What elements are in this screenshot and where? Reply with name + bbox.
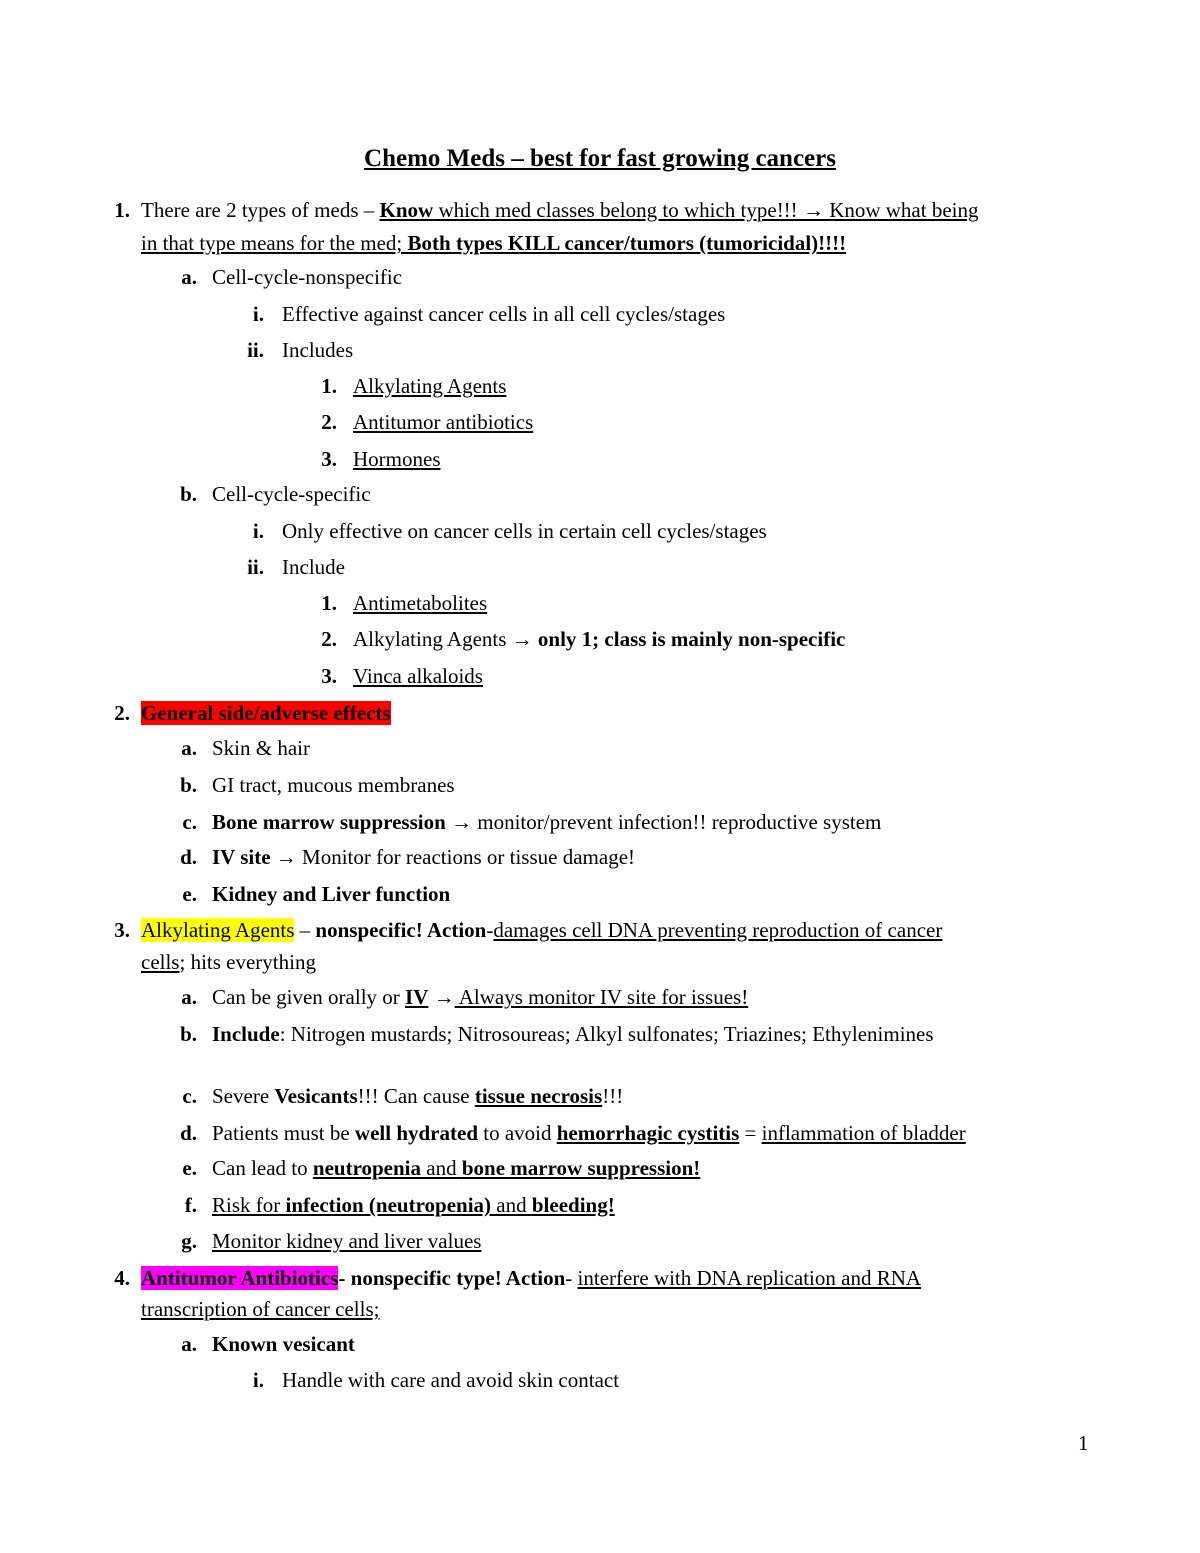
text: Know (379, 198, 434, 222)
list-item-1a-ii-1: Alkylating Agents (353, 374, 507, 398)
text: in that type means for the med; (141, 231, 408, 255)
highlighted-text: General side/adverse effects (141, 701, 391, 725)
text: Can lead to (212, 1156, 313, 1180)
list-marker: 1. (321, 591, 337, 615)
text: nonspecific! Action (315, 918, 487, 942)
list-item-4a-i: Handle with care and avoid skin contact (282, 1368, 620, 1392)
list-item-4-line-2 (141, 1294, 379, 1325)
text: Can be given orally or (212, 985, 406, 1009)
list-item-3f (212, 1190, 615, 1221)
list-item-1a-ii: Includes (282, 338, 354, 362)
list-item-3b (212, 1019, 934, 1050)
list-item-3-line-1 (141, 915, 942, 946)
list-marker: ii. (247, 555, 264, 579)
list-marker: 2. (321, 410, 337, 434)
list-marker: c. (182, 1084, 197, 1108)
list-item-2c (212, 807, 881, 838)
text: only 1; class is mainly non-specific (532, 627, 846, 651)
list-item-3-line-2 (141, 947, 316, 978)
text: Risk for (212, 1193, 286, 1217)
text: hemorrhagic cystitis (556, 1121, 740, 1145)
text: monitor/prevent infection!! reproductive system (472, 810, 882, 834)
list-item-1a: Cell-cycle-nonspecific (212, 265, 403, 289)
text: damages cell DNA preventing reproduction of cancer (493, 918, 943, 942)
list-marker: 2. (114, 701, 130, 725)
list-item-2a: Skin & hair (212, 736, 310, 760)
list-item-4-line-1 (141, 1263, 921, 1294)
highlighted-text: Antitumor Antibiotics (141, 1266, 339, 1290)
list-item-1b-ii-2 (353, 624, 845, 655)
list-item-1b-ii-3: Vinca alkaloids (353, 664, 483, 688)
text: !!! Can cause (357, 1084, 475, 1108)
list-marker: b. (180, 482, 197, 506)
list-item-1a-ii-3: Hormones (353, 447, 441, 471)
text: interfere with DNA replication and RNA (577, 1266, 922, 1290)
highlighted-text: Alkylating Agents (141, 918, 295, 942)
list-item-1-line-1 (141, 195, 979, 226)
list-marker: 2. (321, 627, 337, 651)
list-marker: a. (181, 736, 197, 760)
text: bone marrow suppression! (461, 1156, 701, 1180)
text: tissue necrosis (474, 1084, 603, 1108)
text: = (739, 1121, 762, 1145)
list-marker: 1. (114, 198, 130, 222)
text: – (294, 918, 316, 942)
text: and (491, 1193, 532, 1217)
arrow-icon: → (275, 845, 297, 869)
list-item-1b: Cell-cycle-specific (212, 482, 371, 506)
text: bleeding! (531, 1193, 615, 1217)
list-item-3c (212, 1081, 623, 1112)
list-item-1b-ii: Include (282, 555, 345, 579)
list-marker: i. (252, 302, 264, 326)
text: !!! (602, 1084, 624, 1108)
text: cells (141, 950, 180, 974)
list-marker: b. (180, 1022, 197, 1046)
list-marker: i. (252, 519, 264, 543)
list-item-2b: GI tract, mucous membranes (212, 773, 455, 797)
text: There are 2 types of meds – (141, 198, 380, 222)
arrow-icon: → (802, 198, 824, 222)
list-marker: d. (180, 1121, 197, 1145)
text: : Nitrogen mustards; Nitrosoureas; Alkyl sulfonates; Triazines; Ethylenimines (279, 1022, 934, 1046)
list-marker: 3. (114, 918, 130, 942)
list-marker: f. (184, 1193, 197, 1217)
text: Include (212, 1022, 280, 1046)
list-marker: e. (182, 882, 197, 906)
text: Monitor for reactions or tissue damage! (296, 845, 636, 869)
list-item-4a: Known vesicant (212, 1332, 355, 1356)
list-marker: 3. (321, 447, 337, 471)
text: infection (neutropenia) (285, 1193, 492, 1217)
list-marker: b. (180, 773, 197, 797)
text: - (486, 918, 494, 942)
text: ; hits everything (179, 950, 316, 974)
list-marker: 4. (114, 1266, 130, 1290)
arrow-icon: → (433, 985, 455, 1009)
list-item-2e: Kidney and Liver function (212, 882, 451, 906)
text: to avoid (478, 1121, 557, 1145)
list-marker: c. (182, 810, 197, 834)
text: Severe (212, 1084, 275, 1108)
list-item-3a (212, 982, 748, 1013)
list-marker: a. (181, 265, 197, 289)
page-title: Chemo Meds – best for fast growing cancers (364, 145, 836, 172)
text: - (565, 1266, 578, 1290)
list-item-1a-ii-2: Antitumor antibiotics (353, 410, 534, 434)
list-item-2 (141, 698, 391, 729)
text: neutropenia (312, 1156, 422, 1180)
text: Bone marrow suppression (212, 810, 452, 834)
list-marker: 3. (321, 664, 337, 688)
list-item-2d (212, 842, 635, 873)
list-item-3d (212, 1118, 966, 1149)
text: Vesicants (274, 1084, 358, 1108)
text: well hydrated (354, 1121, 478, 1145)
arrow-icon: → (451, 810, 473, 834)
text: Know what being (823, 198, 979, 222)
text: - nonspecific type! Action (338, 1266, 566, 1290)
text: Patients must be (212, 1121, 355, 1145)
text: which med classes belong to which type!!! (433, 198, 803, 222)
list-item-3e (212, 1153, 700, 1184)
list-marker: d. (180, 845, 197, 869)
list-item-1-line-2 (141, 228, 846, 259)
list-marker: a. (181, 1332, 197, 1356)
list-marker: e. (182, 1156, 197, 1180)
list-item-1a-i: Effective against cancer cells in all cell cycles/stages (282, 302, 726, 326)
list-marker: ii. (247, 338, 264, 362)
page-number: 1 (1078, 1431, 1089, 1455)
text: inflammation of bladder (761, 1121, 966, 1145)
list-item-3g: Monitor kidney and liver values (212, 1229, 482, 1253)
text: transcription of cancer cells; (141, 1297, 380, 1321)
text: IV site (212, 845, 276, 869)
arrow-icon: → (511, 627, 533, 651)
list-marker: 1. (321, 374, 337, 398)
list-marker: i. (252, 1368, 264, 1392)
list-item-1b-ii-1: Antimetabolites (353, 591, 488, 615)
list-marker: g. (181, 1229, 197, 1253)
list-marker: a. (181, 985, 197, 1009)
text: Always monitor IV site for issues! (454, 985, 749, 1009)
text: IV (405, 985, 429, 1009)
list-item-1b-i: Only effective on cancer cells in certain cell cycles/stages (282, 519, 767, 543)
text: Alkylating Agents (353, 627, 512, 651)
text: and (421, 1156, 462, 1180)
text: Both types KILL cancer/tumors (tumoricidal)!!!! (407, 231, 847, 255)
